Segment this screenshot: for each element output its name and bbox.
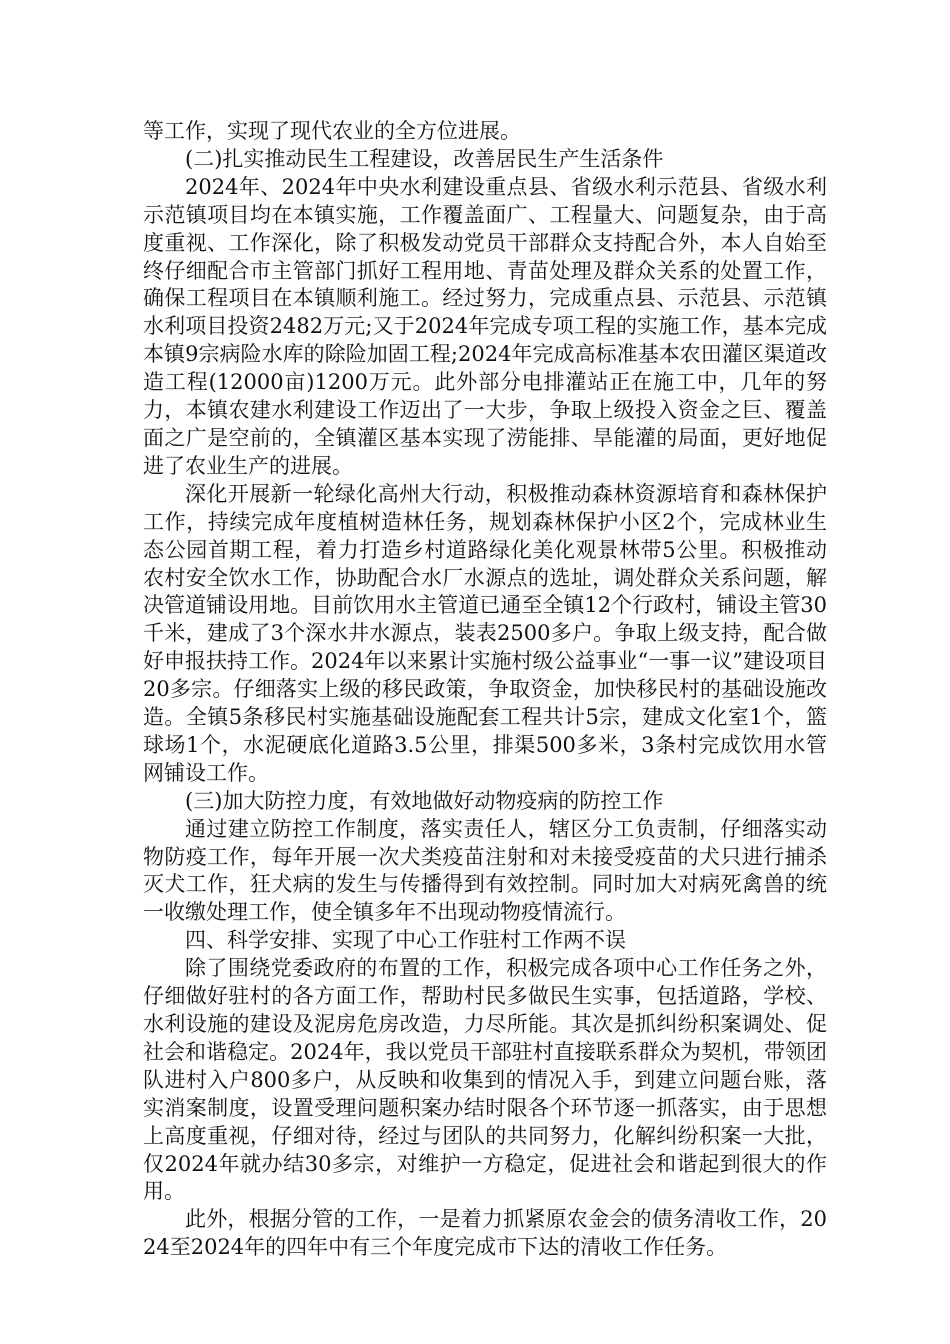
section-heading-epidemic: (三)加大防控力度，有效地做好动物疫病的防控工作: [185, 788, 664, 813]
paragraph-epidemic-control: 通过建立防控工作制度，落实责任人，辖区分工负责制，仔细落实动物防疫工作，每年开展一次犬类疫苗注射和对未接受疫苗的犬只进行捕杀灭犬工作，狂犬病的发生与传播得到有效控制。同时加大对病死禽兽的统一收缴处理工作，使全镇多年不出现动物疫情流行。: [143, 816, 827, 925]
paragraph-village-work: 除了围绕党委政府的布置的工作，积极完成各项中心工作任务之外，仔细做好驻村的各方面工作，帮助村民多做民生实事，包括道路，学校、水利设施的建设及泥房危房改造，力尽所能。其次是抓纠纷积案调处、促社会和谐稳定。2024年，我以党员干部驻村直接联系群众为契机，带领团队进村入户800多户，从反映和收集到的情况入手，到建立问题台账，落实消案制度，设置受理问题积案办结时限各个环节逐一抓落实，由于思想上高度重视，仔细对待，经过与团队的共同努力，化解纠纷积案一大批，仅2024年就办结30多宗，对维护一方稳定，促进社会和谐起到很大的作用。: [143, 956, 827, 1204]
paragraph-continuation: 等工作，实现了现代农业的全方位进展。: [143, 119, 521, 143]
paragraph-greening-water: 深化开展新一轮绿化高州大行动，积极推动森林资源培育和森林保护工作，持续完成年度植树造林任务，规划森林保护小区2个，完成林业生态公园首期工程，着力打造乡村道路绿化美化观景林带5公里。积极推动农村安全饮水工作，协助配合水厂水源点的选址，调处群众关系问题，解决管道铺设用地。目前饮用水主管道已通至全镇12个行政村，铺设主管30千米，建成了3个深水井水源点，装表2500多户。争取上级支持，配合做好申报扶持工作。2024年以来累计实施村级公益事业“一事一议”建设项目20多宗。仔细落实上级的移民政策，争取资金，加快移民村的基础设施改造。全镇5条移民村实施基础设施配套工程共计5宗，建成文化室1个，篮球场1个，水泥硬底化道路3.5公里，排渠500多米，3条村完成饮用水管网铺设工作。: [143, 481, 827, 785]
paragraph-debt-collection: 此外，根据分管的工作，一是着力抓紧原农金会的债务清收工作，2024至2024年的四年中有三个年度完成市下达的清收工作任务。: [143, 1207, 827, 1260]
section-heading-village-work: 四、科学安排、实现了中心工作驻村工作两不误: [185, 928, 626, 953]
document-page: [143, 118, 827, 1262]
section-heading-livelihood: (二)扎实推动民生工程建设，改善居民生产生活条件: [185, 146, 664, 171]
paragraph-water-conservancy: 2024年、2024年中央水利建设重点县、省级水利示范县、省级水利示范镇项目均在本镇实施，工作覆盖面广、工程量大、问题复杂，由于高度重视、工作深化，除了积极发动党员干部群众支持配合外，本人自始至终仔细配合市主管部门抓好工程用地、青苗处理及群众关系的处置工作，确保工程项目在本镇顺利施工。经过努力，完成重点县、示范县、示范镇水利项目投资2482万元;又于2024年完成专项工程的实施工作，基本完成本镇9宗病险水库的除险加固工程;2024年完成高标准基本农田灌区渠道改造工程(12000亩)1200万元。此外部分电排灌站正在施工中，几年的努力，本镇农建水利建设工作迈出了一大步，争取上级投入资金之巨、覆盖面之广是空前的，全镇灌区基本实现了涝能排、旱能灌的局面，更好地促进了农业生产的进展。: [143, 174, 827, 478]
